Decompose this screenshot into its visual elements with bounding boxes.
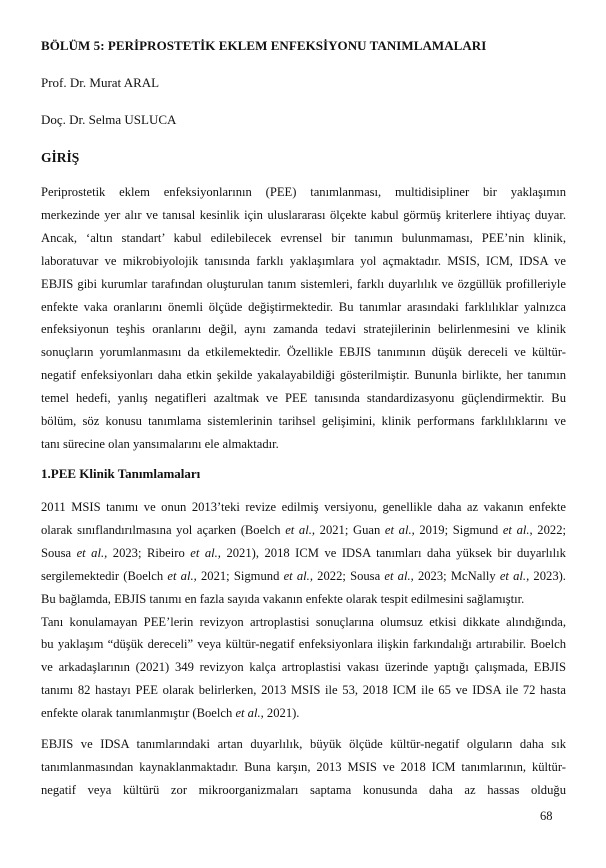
- citation-etal: et al.,: [499, 568, 530, 583]
- page-number: 68: [540, 809, 553, 823]
- text-line: temel hedefi, yanlış negatifleri azaltmak ve PEE tanısında standardizasyonu güçlendirmektir. Bu: [41, 391, 566, 406]
- author-2: Doç. Dr. Selma USLUCA: [41, 112, 177, 127]
- citation-etal: et al.,: [502, 522, 533, 537]
- text-line: bölüm, söz konusu tanımlama sistemlerinin tarihsel gelişimini, klinik performans farklılıklarını ve: [41, 414, 566, 429]
- citation-etal: et al.,: [384, 522, 415, 537]
- citation-etal: et al.,: [235, 706, 264, 721]
- text-line: enfekte vaka oranlarını önemli ölçüde değiştirmektedir. Bu tanımlar arasındaki farklılıklar yalnızca: [41, 299, 566, 314]
- citation-etal: et al.,: [384, 568, 414, 583]
- intro-paragraph: [41, 181, 566, 456]
- text-line: tanımlanmasından kaynaklanmaktadır. Buna karşın, 2013 MSIS ve 2018 ICM tanımlarının, kültür-: [41, 759, 566, 774]
- section-1-paragraph: [41, 496, 566, 725]
- text-line: tanımı 82 hastayı PEE olarak belirlerken, 2013 MSIS ile 53, 2018 ICM ile 65 ve IDSA ile 72 hasta: [41, 683, 566, 698]
- citation-etal: et al.,: [167, 568, 197, 583]
- chapter-title: BÖLÜM 5: PERİPROSTETİK EKLEM ENFEKSİYONU TANIMLAMALARI: [41, 38, 487, 53]
- text-line: Sousa et al., 2023; Ribeiro et al., 2021), 2018 ICM ve IDSA tanımları daha yüksek bir duyarlılık: [41, 545, 566, 560]
- text-line: negatif enfeksiyonları daha etkin şekilde yakalayabildiği gösterilmiştir. Bununla birlikte, her tanımın: [41, 368, 566, 383]
- text-line: Ancak, ‘altın standart’ kabul edilebilecek evrensel bir tanımın bulunmaması, PEE’nin klinik,: [41, 230, 566, 245]
- intro-heading: GİRİŞ: [41, 150, 80, 165]
- text-line: enfeksiyonun teşhis oranlarını değil, aynı zamanda tedavi stratejilerinin belirlenmesini ve klinik: [41, 322, 566, 337]
- text-line: olarak sınıflandırılmasına yol açarken (Boelch et al., 2021; Guan et al., 2019; Sigmund et al., 2022;: [41, 522, 566, 537]
- text-line: EBJIS ve IDSA tanımlarındaki artan duyarlılık, büyük ölçüde kültür-negatif olguların daha sık: [41, 737, 566, 751]
- text-line: Bu bağlamda, EBJIS tanımı en fazla sayıda vakanın enfekte olarak tespit edilmesini sağlamıştır.: [41, 591, 525, 606]
- text-line: Periprostetik eklem enfeksiyonlarının (PEE) tanımlanması, multidisipliner bir yaklaşımın: [41, 185, 566, 199]
- text-line: merkezinde yer alır ve tanısal kesinlik için uluslararası ölçekte kabul görmüş kriterlere ihtiyaç duyar.: [41, 207, 566, 222]
- text-line: sergilemektedir (Boelch et al., 2021; Sigmund et al., 2022; Sousa et al., 2023; McNally et al., 2023).: [41, 568, 566, 583]
- section-1-paragraph-2: [41, 733, 566, 802]
- text-line: laboratuvar ve mikrobiyolojik tanısında farklı yaklaşımlara yol açmaktadır. MSIS, ICM, IDSA ve: [41, 253, 566, 268]
- text-line: tanı sürecine olan yansımalarını ele almaktadır.: [41, 436, 279, 451]
- text-line: sonuçların yorumlanmasını da etkilemektedir. Özellikle EBJIS tanımının düşük dereceli ve kültür-: [41, 345, 566, 360]
- section-1-heading: 1.PEE Klinik Tanımlamaları: [41, 466, 201, 481]
- text-line: bu yaklaşım “düşük dereceli” veya kültür-negatif enfeksiyonlara ilişkin farkındalığı artırabilir. Boelch: [41, 637, 566, 652]
- text-line: negatif veya kültürü zor mikroorganizmaları saptama konusunda daha az hassas olduğu: [41, 782, 566, 797]
- citation-etal: et al.,: [285, 522, 316, 537]
- text-line: EBJIS gibi kurumlar tarafından oluşturulan tanım sistemleri, farklı duyarlılık ve özgüllük profilleriyle: [41, 276, 566, 291]
- author-1: Prof. Dr. Murat ARAL: [41, 75, 160, 90]
- text-line: Tanı konulamayan PEE’lerin revizyon artroplastisi sonuçlarına olumsuz etkisi dikkate alındığında,: [41, 614, 566, 629]
- text-line: enfekte olarak tanımlanmıştır (Boelch et al., 2021).: [41, 706, 300, 721]
- text-line: 2011 MSIS tanımı ve onun 2013’teki revize edilmiş versiyonu, genellikle daha az vakanın enfekte: [41, 500, 566, 514]
- citation-etal: et al.,: [190, 545, 221, 560]
- citation-etal: et al.,: [283, 568, 313, 583]
- citation-etal: et al.,: [76, 545, 108, 560]
- text-line: ve arkadaşlarının (2021) 349 revizyon kalça artroplastisi vakası üzerinde yaptığı çalışmada, EBJIS: [41, 660, 566, 675]
